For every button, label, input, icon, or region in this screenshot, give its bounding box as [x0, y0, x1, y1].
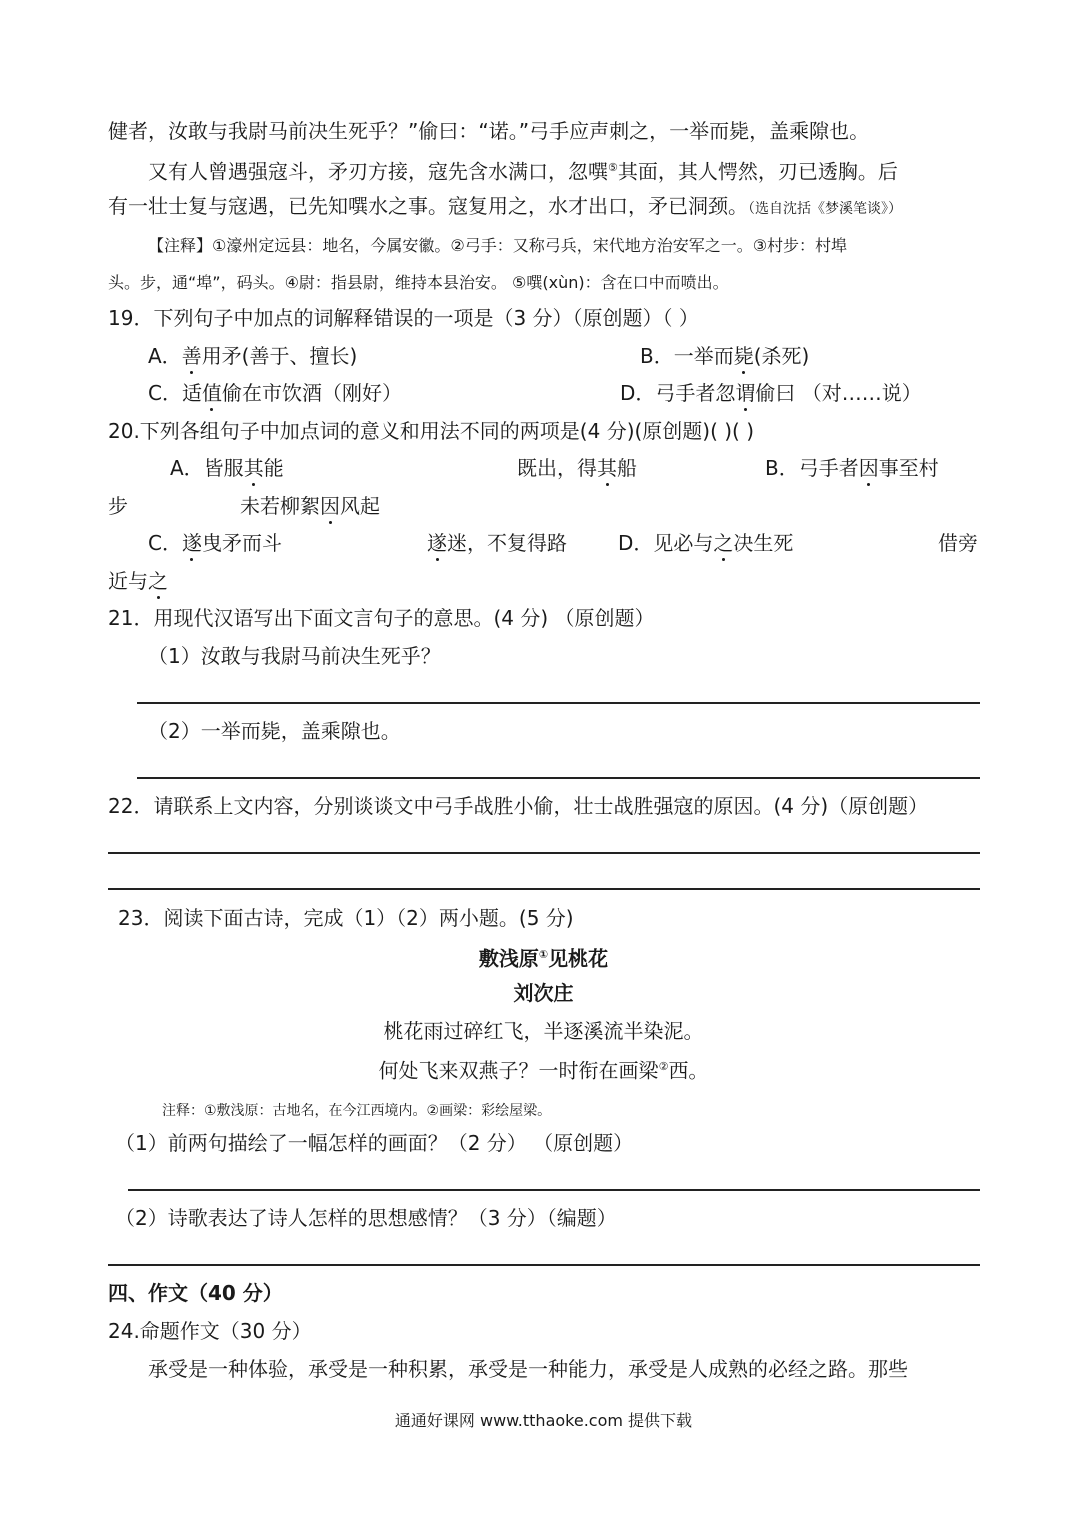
option-text: A．皆服: [170, 456, 244, 480]
question-22-stem: 22．请联系上文内容，分别谈谈文中弓手战胜小偷，壮士战胜强寇的原因。(4 分)（原创题）: [108, 794, 929, 818]
answer-line[interactable]: [108, 888, 980, 890]
option-text: A．: [148, 344, 182, 368]
poem-annotation: 注释：①敷浅原：古地名，在今江西境内。②画梁：彩绘屋梁。: [162, 1103, 552, 1119]
q20-option-b-2: [240, 493, 380, 519]
passage-text: 其面，其人愕然，刃已透胸。后: [617, 159, 898, 184]
q20-option-a-1: [170, 455, 284, 481]
page-footer: 通通好课网 www.tthaoke.com 提供下载: [394, 1411, 693, 1430]
question-21-stem: 21．用现代汉语写出下面文言句子的意思。(4 分) （原创题）: [108, 606, 655, 630]
question-24-stem: 24.命题作文（30 分）: [108, 1319, 312, 1343]
q20-option-d-1: [618, 530, 793, 556]
option-text: 船: [617, 456, 637, 480]
dotted-word: 其: [243, 456, 264, 480]
passage-line: [108, 193, 902, 222]
option-text: 偷在市饮酒（刚好）: [221, 381, 402, 405]
poem-title-text: 敷浅原: [478, 946, 539, 971]
option-text: 近与: [108, 569, 148, 593]
essay-prompt: 承受是一种体验，承受是一种积累，承受是一种能力，承受是人成熟的必经之路。那些: [148, 1357, 908, 1381]
option-text: 能: [263, 456, 284, 480]
answer-line[interactable]: [128, 1189, 980, 1191]
answer-line[interactable]: [137, 702, 980, 704]
option-text: C．: [148, 531, 182, 555]
question-19-stem: 19．下列句子中加点的词解释错误的一项是（3 分）（原创题）（ ）: [108, 306, 699, 330]
passage-text: 又有人曾遇强寇斗，矛刃方接，寇先含水满口，忽噀: [148, 159, 608, 184]
poem-verse: 桃花雨过碎红飞，半逐溪流半染泥。: [383, 1019, 704, 1043]
poem-title-text: 见桃花: [548, 946, 609, 971]
annotation-line: 头。步，通“埠”，码头。④尉：指县尉，维持本县治安。 ⑤噀(xùn)：含在口中而喷出。: [108, 273, 729, 292]
dotted-word: 之: [148, 569, 168, 593]
option-text: 偷曰 （对……说）: [755, 381, 922, 405]
q19-option-d: [620, 380, 922, 406]
poem-verse-text: 西。: [668, 1058, 709, 1083]
option-text: D．见必与: [618, 531, 714, 555]
question-23-stem: 23．阅读下面古诗，完成（1）（2）两小题。(5 分): [118, 906, 574, 930]
poem-author: 刘次庄: [513, 981, 574, 1005]
option-text: 风起: [340, 494, 380, 518]
dotted-word: 谓: [735, 381, 756, 405]
q20-option-c-1: [148, 530, 282, 556]
dotted-word: 遂: [181, 531, 202, 555]
option-text: 用矛(善于、擅长): [201, 344, 358, 368]
option-text: B．一举而: [640, 344, 734, 368]
q20-option-d-2: 借旁: [938, 531, 978, 555]
option-text: 未若柳絮: [240, 494, 320, 518]
option-text: 决生死: [733, 531, 794, 555]
q19-option-a: [148, 343, 357, 369]
dotted-word: 值: [201, 381, 222, 405]
section-heading: 四、作文（40 分）: [108, 1281, 283, 1305]
dotted-word: 善: [181, 344, 202, 368]
dotted-word: 其: [597, 456, 617, 480]
question-20-stem: 20.下列各组句子中加点词的意义和用法不同的两项是(4 分)(原创题)( )( ): [108, 419, 755, 443]
q20-option-a-2: [517, 455, 637, 481]
dotted-word: 因: [858, 456, 879, 480]
q19-option-b: [640, 343, 809, 369]
option-text: B．弓手者: [765, 456, 859, 480]
passage-source: （选自沈括《梦溪笔谈》）: [748, 201, 902, 217]
footnote-marker: ②: [658, 1060, 669, 1073]
dotted-word: 遂: [427, 531, 447, 555]
dotted-word: 毙: [733, 344, 754, 368]
poem-title: [0, 942, 1087, 972]
footnote-marker: ⑤: [608, 161, 618, 174]
poem-verse: [0, 1054, 1087, 1084]
passage-text: 有一壮士复与寇遇，已先知噀水之事。寇复用之，水才出口，矛已洞颈。: [108, 194, 748, 218]
answer-line[interactable]: [108, 852, 980, 854]
answer-line[interactable]: [137, 777, 980, 779]
footnote-marker: ①: [538, 948, 549, 961]
dotted-word: 之: [713, 531, 734, 555]
passage-text: 健者，汝敢与我尉马前决生死乎？”偷曰：“诺。”弓手应声刺之，一举而毙，盖乘隙也。: [108, 119, 870, 143]
q20-option-b-1: [765, 455, 939, 481]
passage-line: [108, 118, 869, 144]
dotted-word: 因: [320, 494, 340, 518]
option-text: 曳矛而斗: [201, 531, 282, 555]
q20-option-b-wrap: 步: [108, 494, 128, 518]
option-text: 既出，得: [517, 456, 597, 480]
q19-option-c: [148, 380, 402, 406]
poem-verse-text: 何处飞来双燕子？一时衔在画梁: [378, 1058, 659, 1083]
option-text: D．弓手者忽: [620, 381, 736, 405]
option-text: C．适: [148, 381, 202, 405]
option-text: (杀死): [753, 344, 810, 368]
q20-option-c-2: [427, 530, 567, 556]
q21-sentence-2: （2）一举而毙，盖乘隙也。: [148, 719, 401, 743]
annotation-line: 【注释】①濠州定远县：地名，今属安徽。②弓手：又称弓兵，宋代地方治安军之一。③村步：村埠: [148, 236, 848, 255]
q23-subquestion-2: （2）诗歌表达了诗人怎样的思想感情？（3 分）（编题）: [115, 1206, 617, 1230]
passage-line: [148, 155, 898, 185]
q23-subquestion-1: （1）前两句描绘了一幅怎样的画面？（2 分） （原创题）: [115, 1131, 634, 1155]
q21-sentence-1: （1）汝敢与我尉马前决生死乎？: [148, 644, 441, 668]
q20-option-d-wrap: [108, 568, 168, 594]
answer-line[interactable]: [108, 1264, 980, 1266]
option-text: 事至村: [878, 456, 939, 480]
option-text: 迷，不复得路: [447, 531, 567, 555]
